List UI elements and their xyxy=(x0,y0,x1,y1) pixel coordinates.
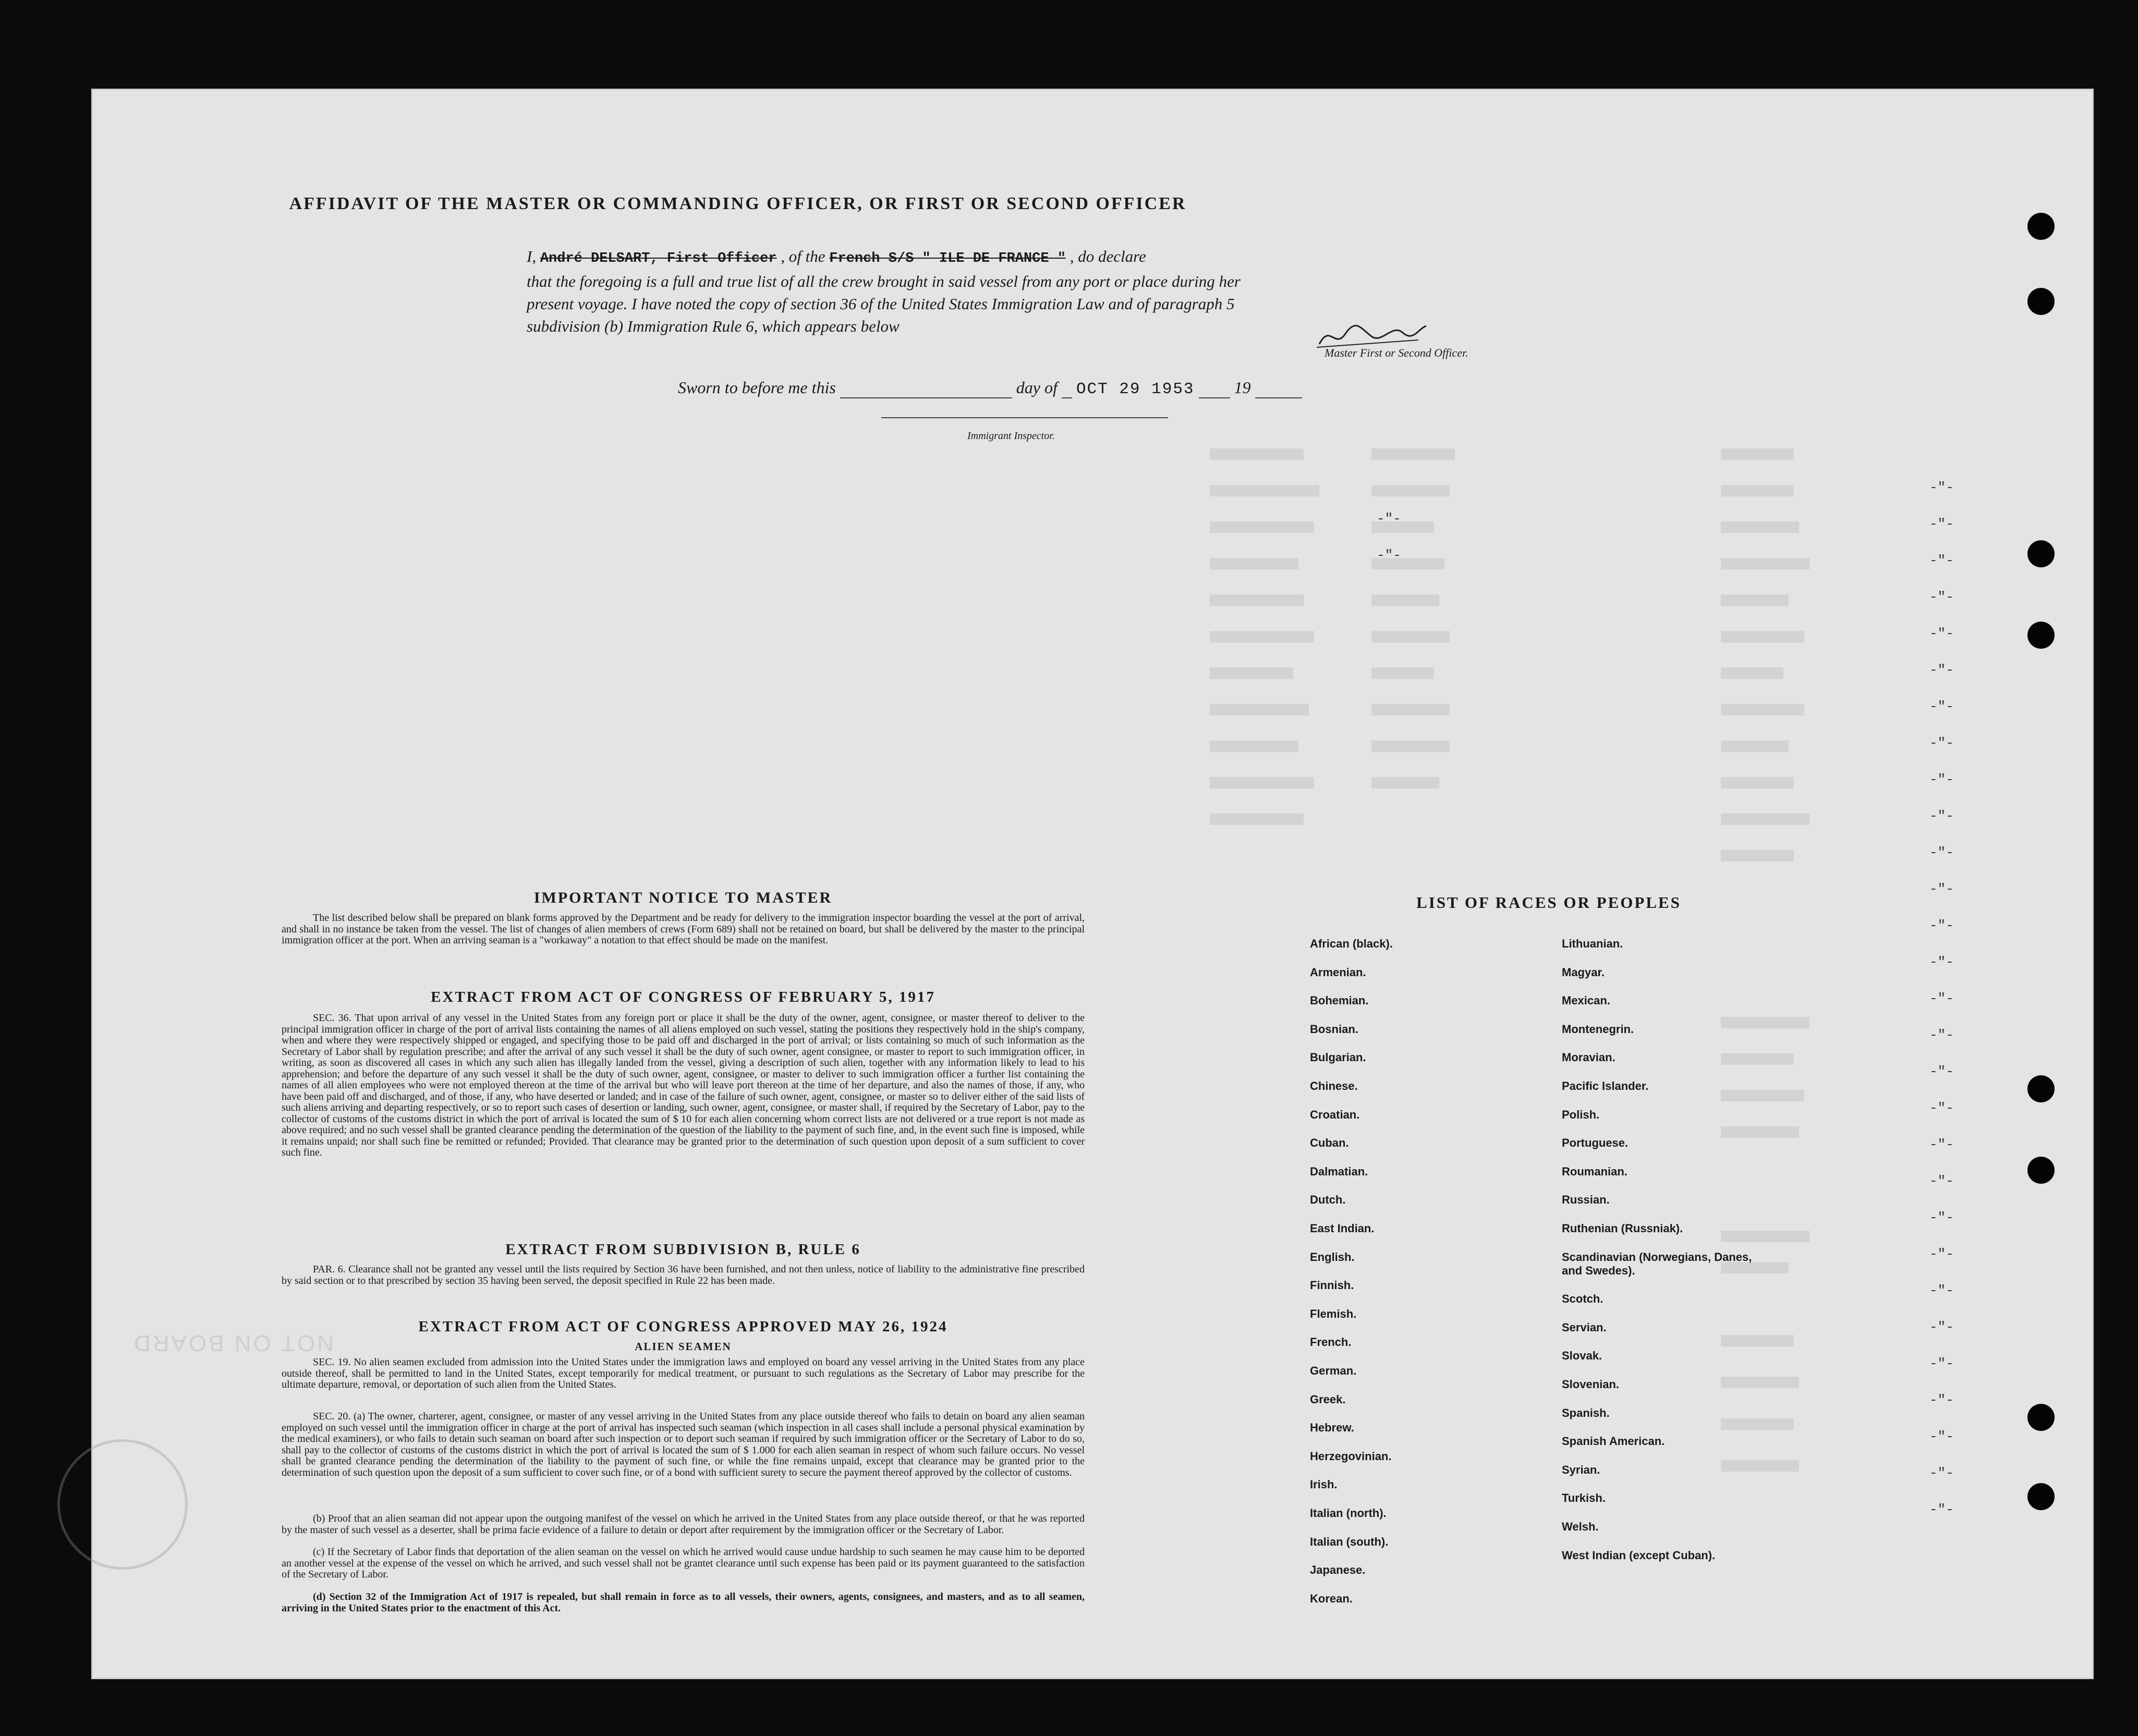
date-blank xyxy=(1062,397,1072,398)
declare-label: , do declare xyxy=(1070,247,1146,265)
races-title: LIST OF RACES OR PEOPLES xyxy=(1416,893,1681,912)
sworn-label: Sworn to before me this xyxy=(678,378,836,397)
affidavit-line-3: present voyage. I have noted the copy of section 36 of the United States Immigration Law and of paragraph 5 xyxy=(527,295,1235,313)
extract-1924-subtitle: ALIEN SEAMEN xyxy=(635,1340,732,1353)
race-item: Bosnian. xyxy=(1310,1022,1358,1036)
officer-name: André DELSART, First Officer xyxy=(540,251,777,266)
day-label: day of xyxy=(1016,378,1058,397)
race-item: Montenegrin. xyxy=(1562,1022,1634,1036)
race-item: Lithuanian. xyxy=(1562,937,1623,950)
extract-1924-sec20d: (d) Section 32 of the Immigration Act of 1917 is repealed, but shall remain in force as to all vessels, their owners, agents, consignees, and masters, and as to all seamen, arriving in the United States prior to the enactment of this Act. xyxy=(282,1591,1085,1614)
race-item: Dalmatian. xyxy=(1310,1164,1368,1178)
faint-stamp: NOT ON BOARD xyxy=(131,1330,334,1356)
race-item: Croatian. xyxy=(1310,1108,1360,1121)
extract-1917-body: SEC. 36. That upon arrival of any vessel in the United States from any foreign port or place it shall be the duty of the owner, agent, consignee, or master thereof to deliver to the principal immigration officer in charge of the port of arrival lists containing the names of all aliens employed on such vessel, stating the positions they respectively hold in the ship's company, when and where they were respectively shipped or engaged, and specifying those to be paid off and discharged in the port of arrival; or lists containing so much of such information as the Secretary of Labor shall by regulation prescribe; and after the arrival of any such vessel it shall be the duty of such owner, agent consignee, or master to report to such immigration officer, in writing, as soon as discovered all cases in which any such alien has illegally landed from the vessel, giving a description of such alien, together with any information likely to lead to his apprehension; and before the departure of any such vessel it shall be the duty of such owner, agent, consignee, or master to deliver to such immigration officer a further list containing the names of all alien employees who were not employed thereon at the time of the arrival but who will leave port thereon at the time of her departure, and also the names of those, if any, who have been paid off and discharged, and of those, if any, who have deserted or landed; and in case of the failure of such owner, agent, consignee, or master so to deliver either of the said lists of such aliens arriving and departing respectively, or so to report such cases of desertion or landing, such owner, agent, consignee, or master shall, if required by the Secretary of Labor, pay to the collector of customs of the customs district in which the port of arrival is located the sum of $ 10 for each alien concerning whom correct lists are not delivered or a true report is not made as above required; and no such vessel shall be granted clearance pending the determination of the question of the liability to the payment of such fine, and, in the event such fine is imposed, while it remains unpaid; nor shall such fine be remitted or refunded; Provided. That clearance may be granted prior to the determination of such question upon deposit of a sum sufficient to cover such fine. xyxy=(282,1012,1085,1158)
race-item: Herzegovinian. xyxy=(1310,1449,1392,1463)
race-item: West Indian (except Cuban). xyxy=(1562,1548,1716,1562)
race-item: Irish. xyxy=(1310,1478,1338,1491)
race-item: Hebrew. xyxy=(1310,1421,1354,1435)
race-item: Finnish. xyxy=(1310,1279,1354,1292)
punch-hole xyxy=(2027,1404,2055,1431)
punch-hole xyxy=(2027,288,2055,315)
race-item: African (black). xyxy=(1310,937,1393,950)
punch-hole xyxy=(2027,1483,2055,1510)
day-blank xyxy=(840,397,1012,398)
race-item: Scotch. xyxy=(1562,1292,1604,1306)
race-item: Scandinavian (Norwegians, Danes, and Swedes). xyxy=(1562,1250,1752,1277)
race-item: Ruthenian (Russniak). xyxy=(1562,1222,1683,1235)
affidavit-title: AFFIDAVIT OF THE MASTER OR COMMANDING OFFICER, OR FIRST OR SECOND OFFICER xyxy=(289,194,1187,213)
race-item: Polish. xyxy=(1562,1108,1600,1121)
race-item: Dutch. xyxy=(1310,1193,1346,1207)
race-item: Welsh. xyxy=(1562,1520,1599,1533)
affidavit-line-4: subdivision (b) Immigration Rule 6, which appears below xyxy=(527,317,900,335)
extract-1924-sec20b: (b) Proof that an alien seaman did not appear upon the outgoing manifest of the vessel on which he arrived in the United States from any place outside thereof, or that he was reported by the master of such vessel as a deserter, shall be prima facie evidence of a failure to detain or deport after requirement by the immigration officer or the Secretary of Labor. xyxy=(282,1513,1085,1536)
affidavit-line-1 xyxy=(527,245,1517,270)
race-item: Greek. xyxy=(1310,1392,1346,1406)
punch-hole xyxy=(2027,1157,2055,1184)
extract-1924-sec20c: (c) If the Secretary of Labor finds that deportation of the alien seaman on the vessel on which he arrived would cause undue hardship to such seamen he may cause him to be deported an another vessel at the expense of the vessel on which he arrived, and such vessel shall not be grantet clearance until such expense has been paid or its payment guaranteed to the satisfaction of the Secretary of Labor. xyxy=(282,1546,1085,1580)
race-item: Flemish. xyxy=(1310,1307,1357,1320)
punch-hole xyxy=(2027,1075,2055,1102)
race-item: Bohemian. xyxy=(1310,994,1369,1007)
affidavit-line-2: that the foregoing is a full and true list of all the crew brought in said vessel from any port or place during her xyxy=(527,272,1241,290)
date-stamp: OCT 29 1953 xyxy=(1076,380,1195,398)
race-item: Portuguese. xyxy=(1562,1136,1629,1150)
of-label: , of the xyxy=(781,247,825,265)
inspector-signature-line xyxy=(881,417,1168,418)
date-blank-2 xyxy=(1199,397,1230,398)
race-item: German. xyxy=(1310,1364,1357,1377)
punch-hole xyxy=(2027,622,2055,649)
punch-hole xyxy=(2027,213,2055,240)
year-prefix: 19 xyxy=(1234,378,1251,397)
sworn-line xyxy=(678,378,1302,398)
race-item: Bulgarian. xyxy=(1310,1051,1366,1064)
race-item: Chinese. xyxy=(1310,1079,1358,1092)
race-item: Syrian. xyxy=(1562,1463,1600,1476)
race-item: Pacific Islander. xyxy=(1562,1079,1649,1092)
race-item: Slovak. xyxy=(1562,1349,1602,1363)
punch-hole xyxy=(2027,540,2055,567)
race-item: Mexican. xyxy=(1562,994,1610,1007)
notice-body: The list described below shall be prepared on blank forms approved by the Department and be ready for delivery to the immigration inspector boarding the vessel at the port of arrival, and shall in no instance be taken from the vessel. The list of changes of alien members of crews (Form 689) shall not be retained on board, but shall be delivered by the master to the principal immigration officer at the port. When an arriving seaman is a "workaway" a notation to that effect should be made on the manifest. xyxy=(282,912,1085,946)
race-item: Armenian. xyxy=(1310,965,1366,979)
race-item: Moravian. xyxy=(1562,1051,1615,1064)
inspector-label: Immigrant Inspector. xyxy=(967,430,1055,442)
extract-1917-title: EXTRACT FROM ACT OF CONGRESS OF FEBRUARY 5, 1917 xyxy=(431,989,936,1005)
extract-rule6-title: EXTRACT FROM SUBDIVISION B, RULE 6 xyxy=(505,1241,861,1258)
race-item: Cuban. xyxy=(1310,1136,1349,1150)
race-item: Italian (north). xyxy=(1310,1507,1387,1520)
officer-title: Master First or Second Officer. xyxy=(1325,346,1468,359)
race-item: Turkish. xyxy=(1562,1491,1606,1505)
race-item: Roumanian. xyxy=(1562,1164,1627,1178)
faint-seal xyxy=(57,1439,188,1570)
i-label: I, xyxy=(527,247,537,265)
notice-title: IMPORTANT NOTICE TO MASTER xyxy=(533,889,833,906)
race-item: Korean. xyxy=(1310,1592,1353,1605)
extract-1924-sec20a: SEC. 20. (a) The owner, charterer, agent, consignee, or master of any vessel arriving in the United States from any place outside thereof who fails to detain on board any alien seaman employed on such vessel until the immigration officer in charge at the port of arrival has inspected such seaman (which inspection in all cases shall include a personal physical examination by the medical examiners), or who fails to detain such seaman on board after such inspection or to deport such seaman if required by such immigration officer or the Secretary of Labor to do so, shall pay to the collector of customs of the customs district in which the port of arrival is located the sum of $ 1.000 for each alien seaman in respect of whom such failure occurs. No vessel shall be granted clearance pending the determination of the liability to the payment of such fine, or while the fine remains unpaid, except that clearance may be granted prior to the determination of such question upon the deposit of a sum sufficient to cover such fine, or of a bond with sufficient surety to secure the payment thereof approved by the collector of customs. xyxy=(282,1411,1085,1478)
race-item: Spanish. xyxy=(1562,1406,1610,1419)
extract-1924-title: EXTRACT FROM ACT OF CONGRESS APPROVED MAY 26, 1924 xyxy=(418,1318,948,1335)
race-item: Russian. xyxy=(1562,1193,1610,1207)
extract-rule6-body: PAR. 6. Clearance shall not be granted any vessel until the lists required by Section 36 have been furnished, and not then unless, notice of liability to the administrative fine prescribed by said section or to that prescribed by section 35 having been served, the deposit specified in Rule 22 has been made. xyxy=(282,1264,1085,1286)
race-item: East Indian. xyxy=(1310,1222,1375,1235)
race-item: English. xyxy=(1310,1250,1355,1264)
race-item: Servian. xyxy=(1562,1320,1607,1334)
race-item: Slovenian. xyxy=(1562,1378,1620,1391)
race-item: Spanish American. xyxy=(1562,1435,1665,1448)
vessel-name: French S/S " ILE DE FRANCE " xyxy=(829,251,1066,266)
race-item: Magyar. xyxy=(1562,965,1605,979)
year-blank xyxy=(1255,397,1302,398)
race-item: Italian (south). xyxy=(1310,1535,1389,1548)
race-item: Japanese. xyxy=(1310,1563,1366,1577)
race-item: French. xyxy=(1310,1336,1352,1349)
extract-1924-sec19: SEC. 19. No alien seamen excluded from admission into the United States under the immigration laws and employed on board any vessel arriving in the United States from any place outside thereof, shall be permitted to land in the United States, except temporarily for medical treatment, or pursuant to such regulations as the Secretary of Labor may prescribe for the ultimate departure, removal, or deportation of such alien from the United States. xyxy=(282,1356,1085,1390)
